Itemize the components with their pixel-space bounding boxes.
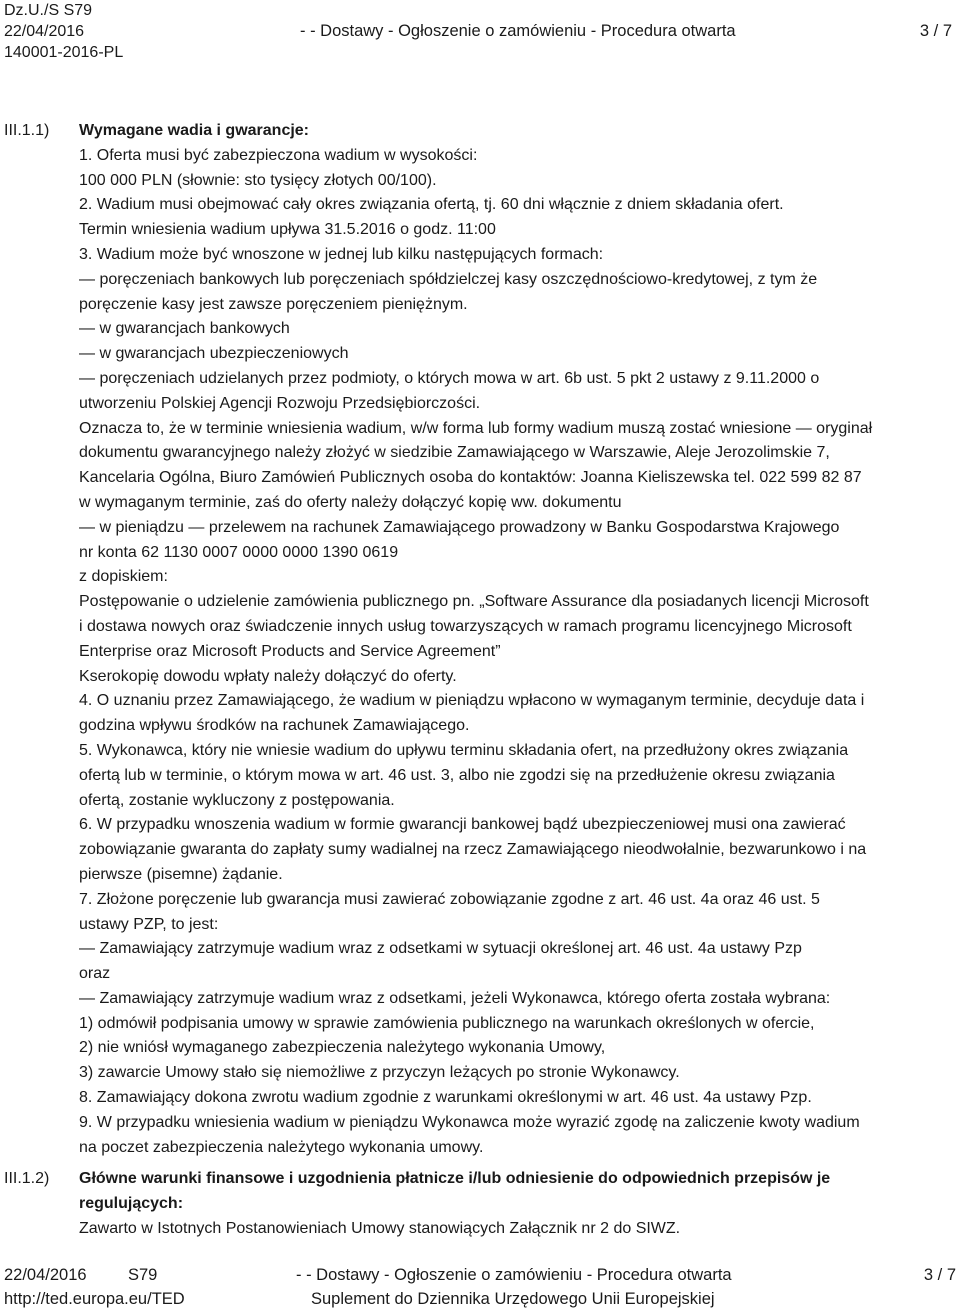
text-line: Postępowanie o udzielenie zamówienia publicznego pn. „Software Assurance dla posiadanych licencji Microsoft	[79, 593, 869, 611]
text-line: w wymaganym terminie, zaś do oferty należy dołączyć kopię ww. dokumentu	[79, 493, 622, 511]
section-heading-line: Wymagane wadia i gwarancje:	[79, 122, 310, 139]
text-line: — Zamawiający zatrzymuje wadium wraz z odsetkami w sytuacji określonej art. 46 ust. 4a ustawy Pzp	[79, 940, 802, 958]
header-journal: Dz.U./S S79	[4, 2, 93, 19]
header-doc-id: 140001-2016-PL	[4, 44, 124, 61]
text-line: 6. W przypadku wnoszenia wadium w formie gwarancji bankowej bądź ubezpieczeniowej musi ona zawierać	[79, 816, 846, 834]
text-line: Kancelaria Ogólna, Biuro Zamówień Publicznych osoba do kontaktów: Joanna Kieliszewska tel. 022 599 82 87	[79, 469, 862, 487]
text-line: ofertą lub w terminie, o którym mowa w art. 46 ust. 3, albo nie zgodzi się na przedłużenie okresu związania	[79, 766, 835, 784]
text-line: 1) odmówił podpisania umowy w sprawie zamówienia publicznego na warunkach określonych w ofercie,	[79, 1014, 815, 1032]
text-line: 4. O uznaniu przez Zamawiającego, że wadium w pieniądzu wpłacono w wymaganym terminie, decyduje data i	[79, 692, 865, 710]
text-line: 3. Wadium może być wnoszone w jednej lub kilku następujących formach:	[79, 245, 604, 263]
text-line: godzina wpływu środków na rachunek Zamawiającego.	[79, 717, 470, 735]
footer-title: - - Dostawy - Ogłoszenie o zamówieniu - Procedura otwarta	[296, 1266, 732, 1284]
header-date: 22/04/2016	[4, 23, 85, 40]
text-line: nr konta 62 1130 0007 0000 0000 1390 0619	[79, 543, 399, 561]
text-line: poręczenie kasy jest zawsze poręczeniem pieniężnym.	[79, 295, 468, 313]
text-line: — Zamawiający zatrzymuje wadium wraz z odsetkami, jeżeli Wykonawca, którego oferta została wybrana:	[79, 989, 831, 1007]
header-title: - - Dostawy - Ogłoszenie o zamówieniu - Procedura otwarta	[300, 22, 736, 40]
text-line: ustawy PZP, to jest:	[79, 915, 219, 933]
text-line: — poręczeniach udzielanych przez podmioty, o których mowa w art. 6b ust. 5 pkt 2 ustawy z 9.11.2000 o	[79, 369, 820, 387]
text-line: z dopiskiem:	[79, 568, 168, 586]
footer-date: 22/04/2016	[4, 1266, 87, 1284]
text-line: 5. Wykonawca, który nie wniesie wadium do upływu terminu składania ofert, na przedłużony okres związania	[79, 741, 849, 759]
footer-page: 3 / 7	[923, 1266, 956, 1284]
text-line: 2. Wadium musi obejmować cały okres związania ofertą, tj. 60 dni włącznie z dniem składania ofert.	[79, 196, 784, 214]
text-line: 8. Zamawiający dokona zwrotu wadium zgodnie z warunkami określonymi w art. 46 ust. 4a ustawy Pzp.	[79, 1089, 812, 1107]
text-line: 9. W przypadku wniesienia wadium w pieniądzu Wykonawca może wyrazić zgodę na zaliczenie kwoty wadium	[79, 1113, 860, 1131]
text-line: 7. Złożone poręczenie lub gwarancja musi zawierać zobowiązanie zgodne z art. 46 ust. 4a oraz 46 ust. 5	[79, 890, 820, 908]
text-line: utworzeniu Polskiej Agencji Rozwoju Przedsiębiorczości.	[79, 394, 481, 412]
footer-series: S79	[128, 1266, 158, 1284]
text-line: 2) nie wniósł wymaganego zabezpieczenia należytego wykonania Umowy,	[79, 1039, 606, 1057]
text-line: oraz	[79, 965, 111, 983]
text-line: Termin wniesienia wadium upływa 31.5.2016 o godz. 11:00	[79, 221, 496, 239]
text-line: — w pieniądzu — przelewem na rachunek Zamawiającego prowadzony w Banku Gospodarstwa Krajowego	[79, 518, 840, 536]
section-heading-line: regulujących:	[79, 1194, 184, 1212]
footer-supplement: Suplement do Dziennika Urzędowego Unii Europejskiej	[311, 1290, 715, 1308]
section-number: III.1.1)	[4, 122, 50, 139]
text-line: i dostawa nowych oraz świadczenie innych usług towarzyszących w ramach programu licencyjnego Microsoft	[79, 617, 852, 635]
text-line: pierwsze (pisemne) żądanie.	[79, 865, 283, 883]
text-line: Zawarto w Istotnych Postanowieniach Umowy stanowiących Załącznik nr 2 do SIWZ.	[79, 1219, 681, 1237]
text-line: zobowiązanie gwaranta do zapłaty sumy wadialnej na rzecz Zamawiającego nieodwołalnie, bezwarunkowo i na	[79, 841, 867, 859]
text-line: Kserokopię dowodu wpłaty należy dołączyć do oferty.	[79, 667, 457, 685]
text-line: dokumentu gwarancyjnego należy złożyć w siedzibie Zamawiającego w Warszawie, Aleje Jerozolimskie 7,	[79, 444, 830, 462]
section-heading-line: Główne warunki finansowe i uzgodnienia płatnicze i/lub odniesienie do odpowiednich przepisów je	[79, 1170, 831, 1187]
text-line: 100 000 PLN (słownie: sto tysięcy złotych 00/100).	[79, 171, 437, 189]
text-line: 3) zawarcie Umowy stało się niemożliwe z przyczyn leżących po stronie Wykonawcy.	[79, 1064, 680, 1082]
footer-url[interactable]: http://ted.europa.eu/TED	[4, 1290, 185, 1308]
text-line: — poręczeniach bankowych lub poręczeniach spółdzielczej kasy oszczędnościowo-kredytowej, z tym że	[79, 270, 818, 288]
section-body	[79, 119, 952, 1160]
section-body	[79, 1167, 952, 1241]
section-number: III.1.2)	[4, 1170, 50, 1187]
header-meta	[4, 0, 123, 63]
text-line: Enterprise oraz Microsoft Products and Service Agreement”	[79, 642, 501, 660]
text-line: ofertą, zostanie wykluczony z postępowania.	[79, 791, 395, 809]
text-line: 1. Oferta musi być zabezpieczona wadium w wysokości:	[79, 146, 478, 164]
text-line: — w gwarancjach ubezpieczeniowych	[79, 345, 349, 363]
header-page: 3 / 7	[919, 22, 952, 40]
text-line: Oznacza to, że w terminie wniesienia wadium, w/w forma lub formy wadium muszą zostać wniesione — oryginał	[79, 419, 873, 437]
text-line: na poczet zabezpieczenia należytego wykonania umowy.	[79, 1138, 484, 1156]
text-line: — w gwarancjach bankowych	[79, 320, 290, 338]
